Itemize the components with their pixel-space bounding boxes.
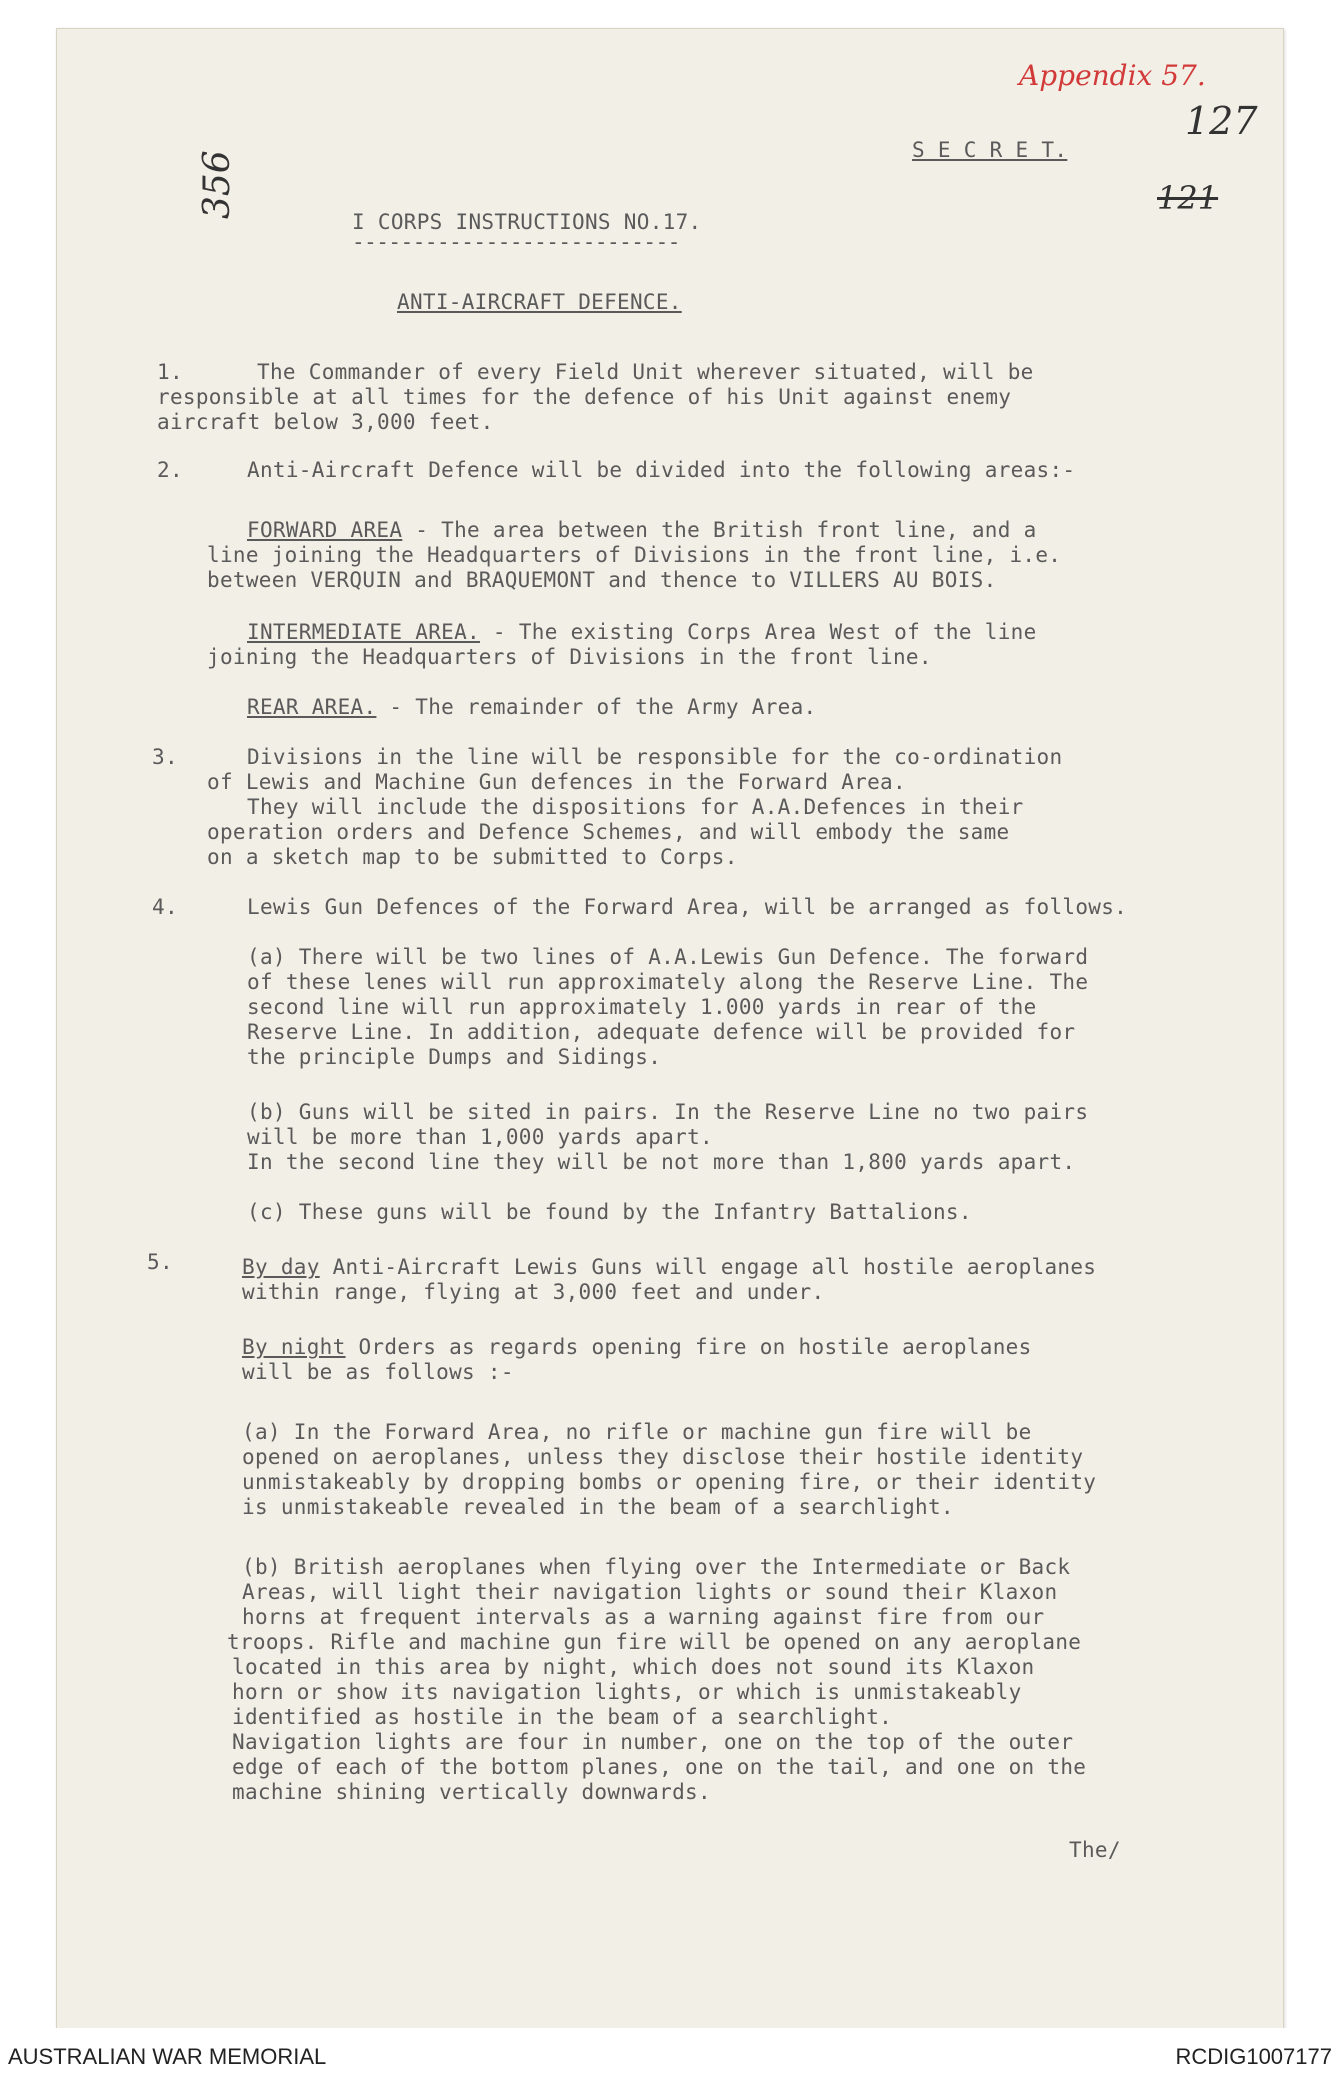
by-day-line-1: By day Anti-Aircraft Lewis Guns will engage all hostile aeroplanes: [242, 1255, 1097, 1279]
para-5b-line-4: troops. Rifle and machine gun fire will be opened on any aeroplane: [227, 1630, 1082, 1654]
appendix-annotation: Appendix 57.: [1019, 59, 1206, 92]
para-4a-line-3: second line will run approximately 1.000 yards in rear of the: [247, 995, 1037, 1019]
para-5a-line-1: (a) In the Forward Area, no rifle or machine gun fire will be: [242, 1420, 1032, 1444]
secret-marking: S E C R E T.: [912, 138, 1068, 162]
para-1-line-2: responsible at all times for the defence of his Unit against enemy: [157, 385, 1012, 409]
by-day-label: By day: [242, 1255, 320, 1279]
para-3-number: 3.: [152, 745, 178, 769]
para-5b-line-9: edge of each of the bottom planes, one on the tail, and one on the: [232, 1755, 1087, 1779]
para-3-line-3: They will include the dispositions for A.A.Defences in their: [247, 795, 1024, 819]
para-3-line-4: operation orders and Defence Schemes, and will embody the same: [207, 820, 1010, 844]
para-5b-line-10: machine shining vertically downwards.: [232, 1780, 711, 1804]
para-4-intro: Lewis Gun Defences of the Forward Area, will be arranged as follows.: [247, 895, 1128, 919]
margin-number: 356: [197, 150, 238, 219]
rear-area-line: REAR AREA. - The remainder of the Army Area.: [247, 695, 817, 719]
folio-number: 127: [1185, 99, 1258, 143]
para-5b-line-8: Navigation lights are four in number, one on the top of the outer: [232, 1730, 1074, 1754]
intermediate-area-line-2: joining the Headquarters of Divisions in the front line.: [207, 645, 932, 669]
para-1-line-1: The Commander of every Field Unit wherever situated, will be: [257, 360, 1034, 384]
para-4b-line-2: will be more than 1,000 yards apart.: [247, 1125, 713, 1149]
by-night-line-2: will be as follows :-: [242, 1360, 514, 1384]
para-3-line-1: Divisions in the line will be responsible for the co-ordination: [247, 745, 1063, 769]
para-5b-line-1: (b) British aeroplanes when flying over the Intermediate or Back: [242, 1555, 1071, 1579]
archive-caption-bar: [0, 2028, 1344, 2082]
by-night-line-1: By night Orders as regards opening fire on hostile aeroplanes: [242, 1335, 1032, 1359]
archive-name: AUSTRALIAN WAR MEMORIAL: [8, 2044, 327, 2069]
para-4b-line-1: (b) Guns will be sited in pairs. In the Reserve Line no two pairs: [247, 1100, 1089, 1124]
intermediate-area-line-1: INTERMEDIATE AREA. - The existing Corps Area West of the line: [247, 620, 1037, 644]
para-4b-line-3: In the second line they will be not more than 1,800 yards apart.: [247, 1150, 1076, 1174]
para-5a-line-2: opened on aeroplanes, unless they disclose their hostile identity: [242, 1445, 1084, 1469]
para-1-number: 1.: [157, 360, 183, 384]
para-5b-line-2: Areas, will light their navigation lights or sound their Klaxon: [242, 1580, 1058, 1604]
forward-area-label: FORWARD AREA: [247, 518, 403, 542]
para-5b-line-3: horns at frequent intervals as a warning against fire from our: [242, 1605, 1045, 1629]
document-page: [56, 28, 1284, 2030]
para-5a-line-3: unmistakeably by dropping bombs or opening fire, or their identity: [242, 1470, 1097, 1494]
continuation-mark: The/: [1069, 1838, 1121, 1862]
para-5b-line-7: identified as hostile in the beam of a searchlight.: [232, 1705, 893, 1729]
para-5b-line-5: located in this area by night, which does not sound its Klaxon: [232, 1655, 1035, 1679]
para-4c-line: (c) These guns will be found by the Infantry Battalions.: [247, 1200, 972, 1224]
forward-area-line-1: FORWARD AREA - The area between the British front line, and a: [247, 518, 1037, 542]
document-title: I CORPS INSTRUCTIONS NO.17.: [352, 210, 702, 234]
archive-reference: RCDIG1007177: [1175, 2044, 1332, 2069]
para-5b-line-6: horn or show its navigation lights, or which is unmistakeably: [232, 1680, 1022, 1704]
para-4a-line-1: (a) There will be two lines of A.A.Lewis Gun Defence. The forward: [247, 945, 1089, 969]
para-4a-line-4: Reserve Line. In addition, adequate defence will be provided for: [247, 1020, 1076, 1044]
para-2-number: 2.: [157, 458, 183, 482]
para-5-number: 5.: [147, 1250, 173, 1274]
para-2-intro: Anti-Aircraft Defence will be divided into the following areas:-: [247, 458, 1076, 482]
para-4a-line-2: of these lenes will run approximately along the Reserve Line. The: [247, 970, 1089, 994]
forward-area-line-3: between VERQUIN and BRAQUEMONT and thence to VILLERS AU BOIS.: [207, 568, 997, 592]
para-1-line-3: aircraft below 3,000 feet.: [157, 410, 494, 434]
by-day-line-2: within range, flying at 3,000 feet and under.: [242, 1280, 825, 1304]
old-folio-number: 121: [1157, 179, 1219, 217]
rear-area-label: REAR AREA.: [247, 695, 377, 719]
para-4-number: 4.: [152, 895, 178, 919]
title-rule: ---------------------------: [352, 230, 680, 254]
document-subtitle: ANTI-AIRCRAFT DEFENCE.: [397, 290, 682, 314]
para-3-line-5: on a sketch map to be submitted to Corps.: [207, 845, 738, 869]
para-4a-line-5: the principle Dumps and Sidings.: [247, 1045, 662, 1069]
para-5a-line-4: is unmistakeable revealed in the beam of a searchlight.: [242, 1495, 954, 1519]
by-night-label: By night: [242, 1335, 346, 1359]
intermediate-area-label: INTERMEDIATE AREA.: [247, 620, 480, 644]
para-3-line-2: of Lewis and Machine Gun defences in the Forward Area.: [207, 770, 906, 794]
forward-area-line-2: line joining the Headquarters of Divisions in the front line, i.e.: [207, 543, 1062, 567]
